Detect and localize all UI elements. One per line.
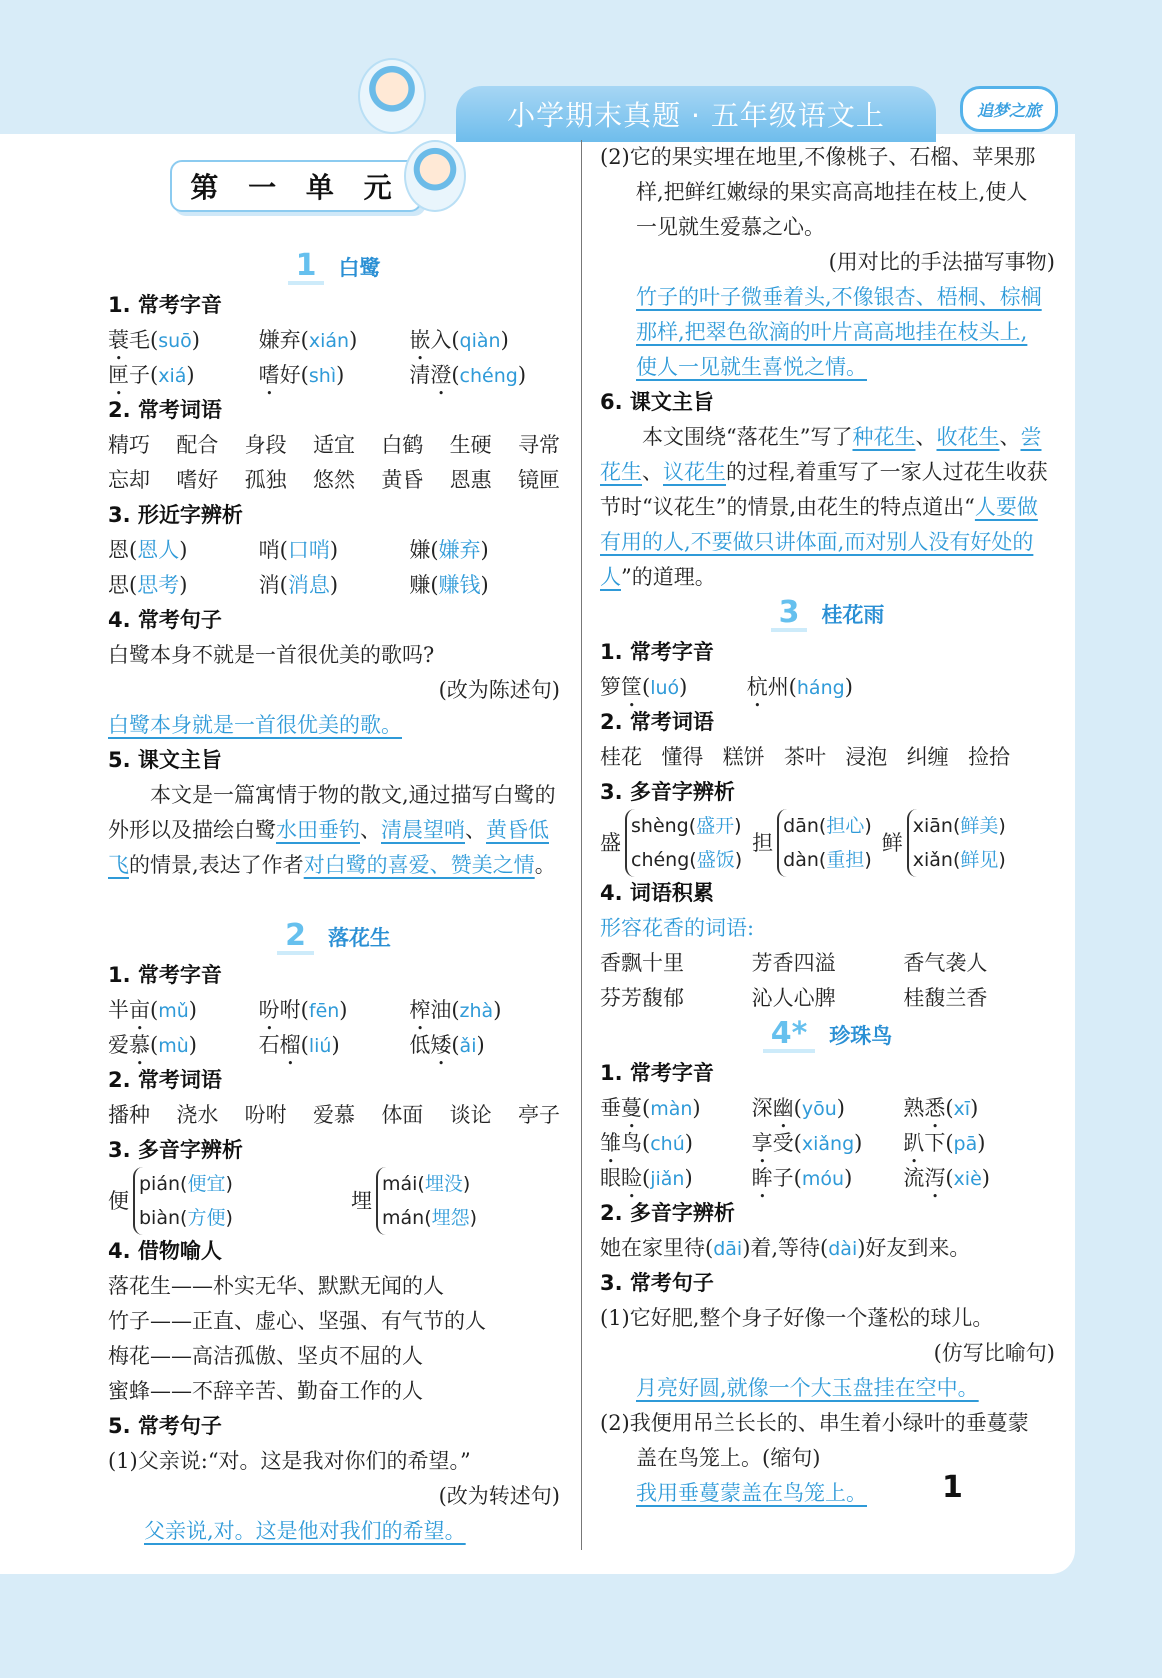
answer-text: 白鹭本身就是一首很优美的歌。 bbox=[108, 713, 402, 737]
section-heading: 4. 词语积累 bbox=[600, 881, 714, 905]
polyphone-group: 盛 shèng(盛开) chéng(盛饭) 担 dān(担心) dàn(重担) 鲜 xiān(鲜美) xiǎn(鲜见) bbox=[600, 810, 1055, 876]
section-heading: 2. 多音字辨析 bbox=[600, 1201, 735, 1225]
question-requirement: (仿写比喻句) bbox=[933, 1341, 1055, 1365]
pinyin-item: 匣子(xiá) bbox=[108, 363, 195, 387]
polyphone-group: 便 pián(便宜) biàn(方便) 埋 mái(埋没) mán(埋怨) bbox=[108, 1168, 560, 1234]
pinyin-item: 嫌弃(xián) bbox=[258, 328, 358, 352]
word-row: 桂花 懂得 糕饼 茶叶 浸泡 纠缠 捡拾 bbox=[600, 745, 1010, 769]
polyphone-sentence: 她在家里待(dāi)着,等待(dài)好友到来。 bbox=[600, 1236, 971, 1260]
question-text: (2)它的果实埋在地里,不像桃子、石榴、苹果那 bbox=[600, 145, 1036, 169]
similar-char-row: 恩(恩人) 哨(口哨) 嫌(嫌弃) bbox=[108, 538, 489, 562]
metaphor-item: 竹子——正直、虚心、坚强、有气节的人 bbox=[108, 1309, 486, 1333]
section-heading: 2. 常考词语 bbox=[108, 398, 222, 422]
section-heading: 1. 常考字音 bbox=[108, 293, 222, 317]
question-text: (1)它好肥,整个身子好像一个蓬松的球儿。 bbox=[600, 1306, 994, 1330]
lesson-title: 桂花雨 bbox=[821, 603, 885, 627]
section-heading: 2. 常考词语 bbox=[600, 710, 714, 734]
question-text: 样,把鲜红嫩绿的果实高高地挂在枝上,使人 bbox=[636, 180, 1028, 204]
header-title: 小学期末真题 · 五年级语文上 bbox=[456, 86, 936, 142]
pinyin-item: 嗜好(shì) bbox=[258, 363, 345, 387]
metaphor-item: 梅花——高洁孤傲、坚贞不屈的人 bbox=[108, 1344, 423, 1368]
metaphor-item: 落花生——朴实无华、默默无闻的人 bbox=[108, 1274, 444, 1298]
pinyin-row: 雏鸟(chú) 享受(xiǎng) 趴下(pā) bbox=[600, 1131, 986, 1155]
pinyin-row: 爱慕(mù) 石榴(liú) 低矮(ǎi) bbox=[108, 1033, 485, 1057]
theme-paragraph: 本文是一篇寓情于物的散文,通过描写白鹭的外形以及描绘白鹭水田垂钓、清晨望哨、黄昏低飞的情景,表达了作者对白鹭的喜爱、赞美之情。 bbox=[108, 783, 556, 877]
question-requirement: (改为转述句) bbox=[438, 1484, 560, 1508]
question-text: (1)父亲说:“对。这是我对你们的希望。” bbox=[108, 1449, 471, 1473]
section-heading: 1. 常考字音 bbox=[108, 963, 222, 987]
similar-char-row: 思(思考) 消(消息) 赚(赚钱) bbox=[108, 573, 489, 597]
pinyin-item: 嵌入(qiàn) bbox=[409, 328, 509, 352]
lesson-title: 珍珠鸟 bbox=[829, 1024, 893, 1048]
pinyin-row: 半亩(mǔ) 吩咐(fēn) 榨油(zhà) bbox=[108, 998, 502, 1022]
answer-text: 使人一见就生喜悦之情。 bbox=[636, 355, 867, 379]
lesson-3-heading bbox=[600, 595, 1055, 635]
pinyin-item: 清澄(chéng) bbox=[409, 363, 527, 387]
lesson-title: 白鹭 bbox=[338, 256, 381, 280]
lesson-number: 1 bbox=[288, 251, 325, 285]
answer-text: 我用垂蔓蒙盖在鸟笼上。 bbox=[636, 1481, 867, 1505]
question-text: 一见就生爱慕之心。 bbox=[636, 215, 825, 239]
metaphor-item: 蜜蜂——不辞辛苦、勤奋工作的人 bbox=[108, 1379, 423, 1403]
section-heading: 3. 形近字辨析 bbox=[108, 503, 243, 527]
section-heading: 1. 常考字音 bbox=[600, 640, 714, 664]
right-column bbox=[600, 140, 1055, 1511]
word-row: 精巧 配合 身段 适宜 白鹤 生硬 寻常 bbox=[108, 433, 560, 457]
question-requirement: (改为陈述句) bbox=[438, 678, 560, 702]
column-divider bbox=[581, 140, 582, 1550]
theme-paragraph: 本文围绕“落花生”写了种花生、收花生、尝花生、议花生的过程,着重写了一家人过花生收获节时“议花生”的情景,由花生的特点道出“人要做有用的人,不要做只讲体面,而对别人没有好处的人”的道理。 bbox=[600, 425, 1048, 589]
section-heading: 5. 常考句子 bbox=[108, 1414, 222, 1438]
answer-text: 竹子的叶子微垂着头,不像银杏、梧桐、棕榈 bbox=[636, 285, 1042, 309]
word-row: 香飘十里 芳香四溢 香气袭人 bbox=[600, 951, 988, 975]
pinyin-row bbox=[108, 358, 560, 393]
question-text: (2)我便用吊兰长长的、串生着小绿叶的垂蔓蒙 bbox=[600, 1411, 1029, 1435]
section-heading: 3. 多音字辨析 bbox=[600, 780, 735, 804]
pinyin-row bbox=[108, 323, 560, 358]
section-heading: 3. 常考句子 bbox=[600, 1271, 714, 1295]
word-group-label: 形容花香的词语: bbox=[600, 916, 755, 940]
lesson-number: 4* bbox=[763, 1019, 816, 1053]
answer-text: 那样,把翠色欲滴的叶片高高地挂在枝头上, bbox=[636, 320, 1028, 344]
unit-title: 第 一 单 元 bbox=[170, 160, 422, 212]
pinyin-row: 眼睑(jiǎn) 眸子(móu) 流泻(xiè) bbox=[600, 1166, 990, 1190]
lesson-1-heading bbox=[108, 248, 560, 288]
section-heading: 6. 课文主旨 bbox=[600, 390, 714, 414]
lesson-title: 落花生 bbox=[327, 926, 391, 950]
answer-text: 父亲说,对。这是他对我们的希望。 bbox=[144, 1519, 466, 1543]
answer-text: 月亮好圆,就像一个大玉盘挂在空中。 bbox=[636, 1376, 979, 1400]
word-row: 播种 浇水 吩咐 爱慕 体面 谈论 亭子 bbox=[108, 1103, 560, 1127]
lesson-number: 3 bbox=[771, 598, 808, 632]
pinyin-row: 箩筐(luó) 杭州(háng) bbox=[600, 675, 853, 699]
word-row: 芬芳馥郁 沁人心脾 桂馥兰香 bbox=[600, 986, 988, 1010]
lesson-2-heading bbox=[108, 918, 560, 958]
section-heading: 3. 多音字辨析 bbox=[108, 1138, 243, 1162]
page-number: 1 bbox=[942, 1470, 963, 1505]
section-heading: 4. 常考句子 bbox=[108, 608, 222, 632]
lesson-4-heading bbox=[600, 1016, 1055, 1056]
question-requirement: (用对比的手法描写事物) bbox=[828, 250, 1055, 274]
section-heading: 5. 课文主旨 bbox=[108, 748, 222, 772]
mascot-unit-image bbox=[404, 140, 466, 212]
pinyin-row: 垂蔓(màn) 深幽(yōu) 熟悉(xī) bbox=[600, 1096, 979, 1120]
lesson-number: 2 bbox=[277, 921, 314, 955]
brand-logo: 追梦之旅 bbox=[960, 86, 1058, 132]
section-heading: 2. 常考词语 bbox=[108, 1068, 222, 1092]
section-heading: 1. 常考字音 bbox=[600, 1061, 714, 1085]
section-heading: 4. 借物喻人 bbox=[108, 1239, 222, 1263]
pinyin-item: 蓑毛(suō) bbox=[108, 328, 200, 352]
question-text: 盖在鸟笼上。(缩句) bbox=[636, 1446, 821, 1470]
question-text: 白鹭本身不就是一首很优美的歌吗? bbox=[108, 643, 435, 667]
mascot-header-image bbox=[358, 58, 426, 134]
word-row: 忘却 嗜好 孤独 悠然 黄昏 恩惠 镜匣 bbox=[108, 468, 560, 492]
left-column bbox=[108, 248, 560, 1549]
